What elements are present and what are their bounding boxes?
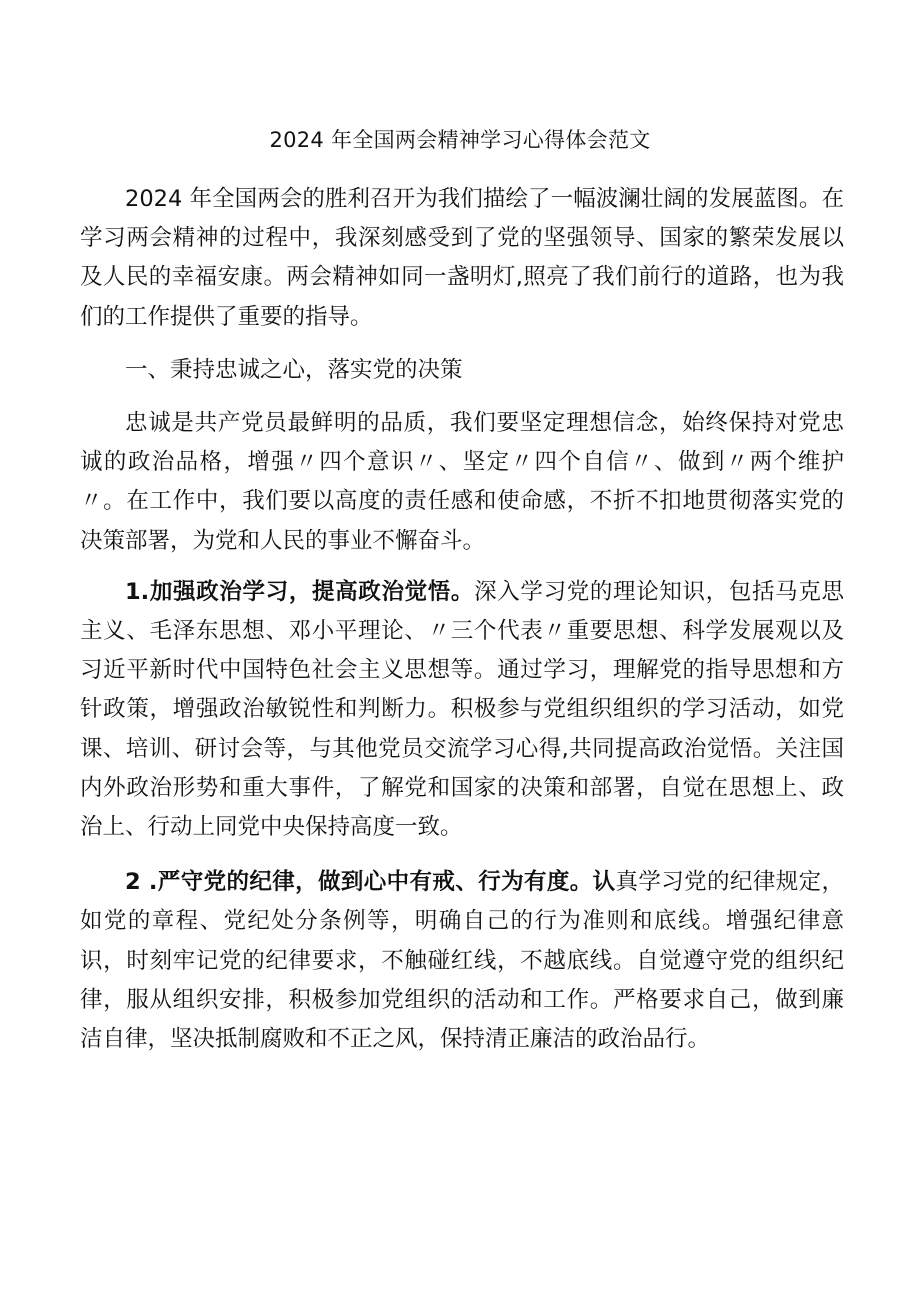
item-1-body: 深入学习党的理论知识，包括马克思主义、毛泽东思想、邓小平理论、〃三个代表〃重要思想、科学发展观以及习近平新时代中国特色社会主义思想等。通过学习，理解党的指导思想和方针政策，增强政治敏锐性和判断力。积极参与党组织组织的学习活动，如党课、培训、研讨会等，与其他党员交流学习心得,共同提高政治觉悟。关注国内外政治形势和重大事件，了解党和国家的决策和部署，自觉在思想上、政治上、行动上同党中央保持高度一致。 (80, 578, 844, 841)
item-1-lead: 1.加强政治学习，提高政治觉悟。 (125, 578, 475, 605)
section-heading: 一、秉持忠诚之心，落实党的决策 (125, 356, 463, 383)
document-title: 2024 年全国两会精神学习心得体会范文 (269, 128, 651, 152)
loyalty-paragraph: 忠诚是共产党员最鲜明的品质，我们要坚定理想信念，始终保持对党忠诚的政治品格，增强〃四个意识〃、坚定〃四个自信〃、做到〃两个维护〃。在工作中，我们要以高度的责任感和使命感，不折不扣地贯彻落实党的决策部署，为党和人民的事业不懈奋斗。 (80, 410, 844, 554)
item-2-body: 真学习党的纪律规定，如党的章程、党纪处分条例等，明确自己的行为准则和底线。增强纪律意识，时刻牢记党的纪律要求，不触碰红线，不越底线。自觉遵守党的组织纪律，服从组织安排，积极参加党组织的活动和工作。严格要求自己，做到廉洁自律，坚决抵制腐败和不正之风，保持清正廉洁的政治品行。 (80, 869, 844, 1053)
item-2-lead: 2 .严守党的纪律，做到心中有戒、行为有度。认 (125, 869, 616, 896)
item-1-paragraph (80, 573, 844, 847)
item-2-paragraph (80, 863, 844, 1059)
document-body (80, 180, 844, 1059)
intro-paragraph: 2024 年全国两会的胜利召开为我们描绘了一幅波澜壮阔的发展蓝图。在学习两会精神的过程中，我深刻感受到了党的坚强领导、国家的繁荣发展以及人民的幸福安康。两会精神如同一盏明灯,照亮了我们前行的道路，也为我们的工作提供了重要的指导。 (80, 186, 844, 330)
